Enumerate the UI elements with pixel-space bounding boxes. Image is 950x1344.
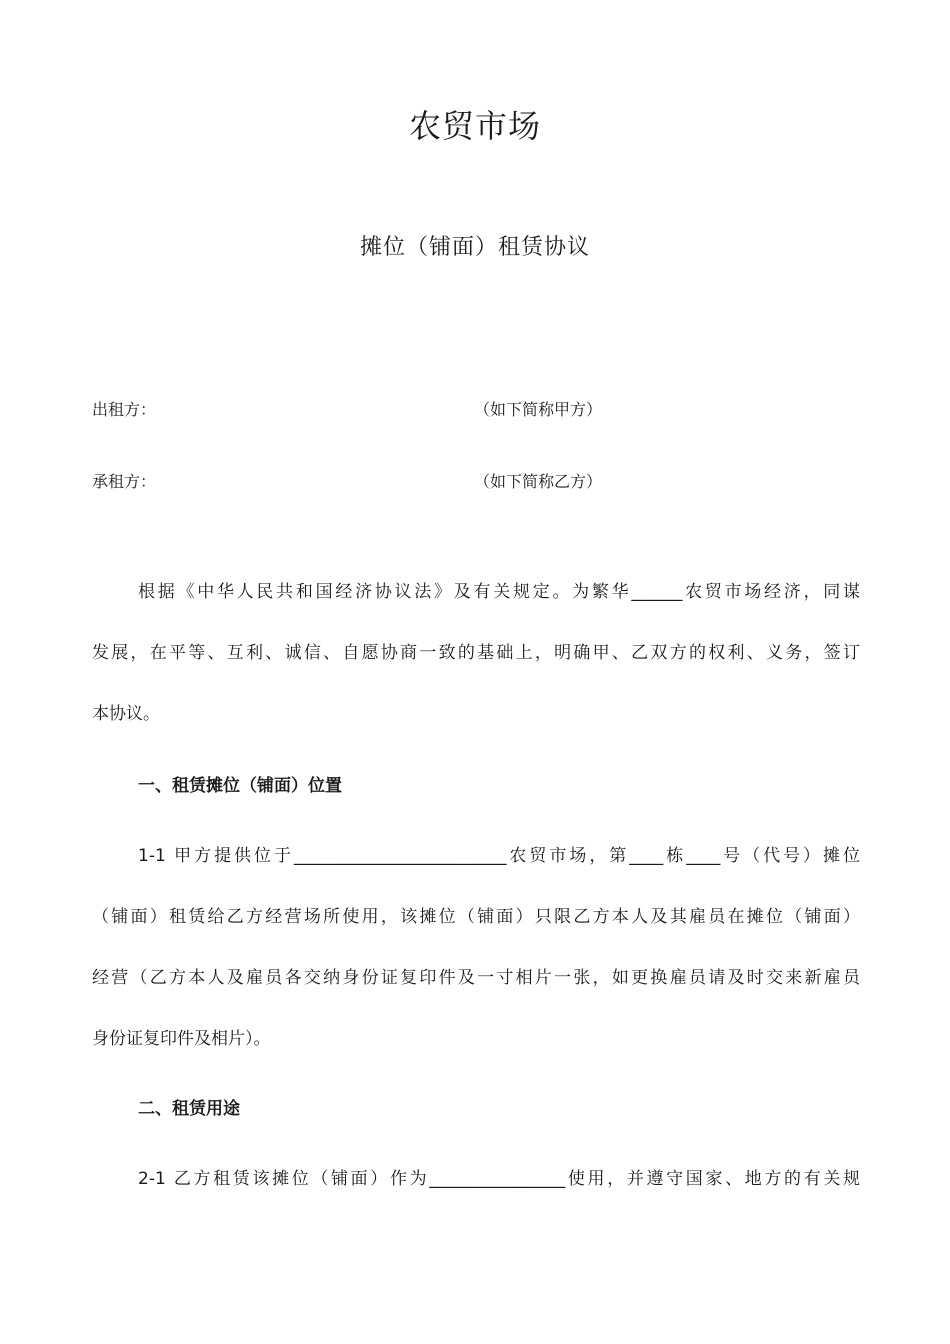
document-subtitle: 摊位（铺面）租赁协议 xyxy=(359,235,590,260)
section1-line: 1-1 甲方提供位于_________________________农贸市场，第____栋____号（代号）摊位 xyxy=(138,846,860,866)
preamble-line: 根据《中华人民共和国经济协议法》及有关规定。为繁华______农贸市场经济，同谋 xyxy=(138,582,860,602)
document-title: 农贸市场 xyxy=(408,107,541,145)
preamble-line: 本协议。 xyxy=(92,704,160,724)
section1-line: 经营（乙方本人及雇员各交纳身份证复印件及一寸相片一张，如更换雇员请及时交来新雇员 xyxy=(92,968,860,988)
section2-heading: 二、租赁用途 xyxy=(138,1099,240,1119)
lessee-note: （如下简称乙方） xyxy=(474,472,603,491)
preamble-paragraph xyxy=(92,562,860,745)
lessor-label: 出租方： xyxy=(92,400,157,419)
section1-paragraph xyxy=(92,826,860,1070)
section2-paragraph xyxy=(92,1149,860,1210)
section1-heading: 一、租赁摊位（铺面）位置 xyxy=(138,776,342,796)
section2-line: 2-1 乙方租赁该摊位（铺面）作为________________使用，并遵守国家、地方的有关规 xyxy=(138,1169,860,1189)
lessee-label: 承租方： xyxy=(92,472,157,491)
section1-line: （铺面）租赁给乙方经营场所使用，该摊位（铺面）只限乙方本人及其雇员在摊位（铺面） xyxy=(92,907,860,927)
section1-line: 身份证复印件及相片）。 xyxy=(92,1029,271,1049)
preamble-line: 发展，在平等、互利、诚信、自愿协商一致的基础上，明确甲、乙双方的权利、义务，签订 xyxy=(92,643,860,663)
lessor-note: （如下简称甲方） xyxy=(474,400,603,419)
